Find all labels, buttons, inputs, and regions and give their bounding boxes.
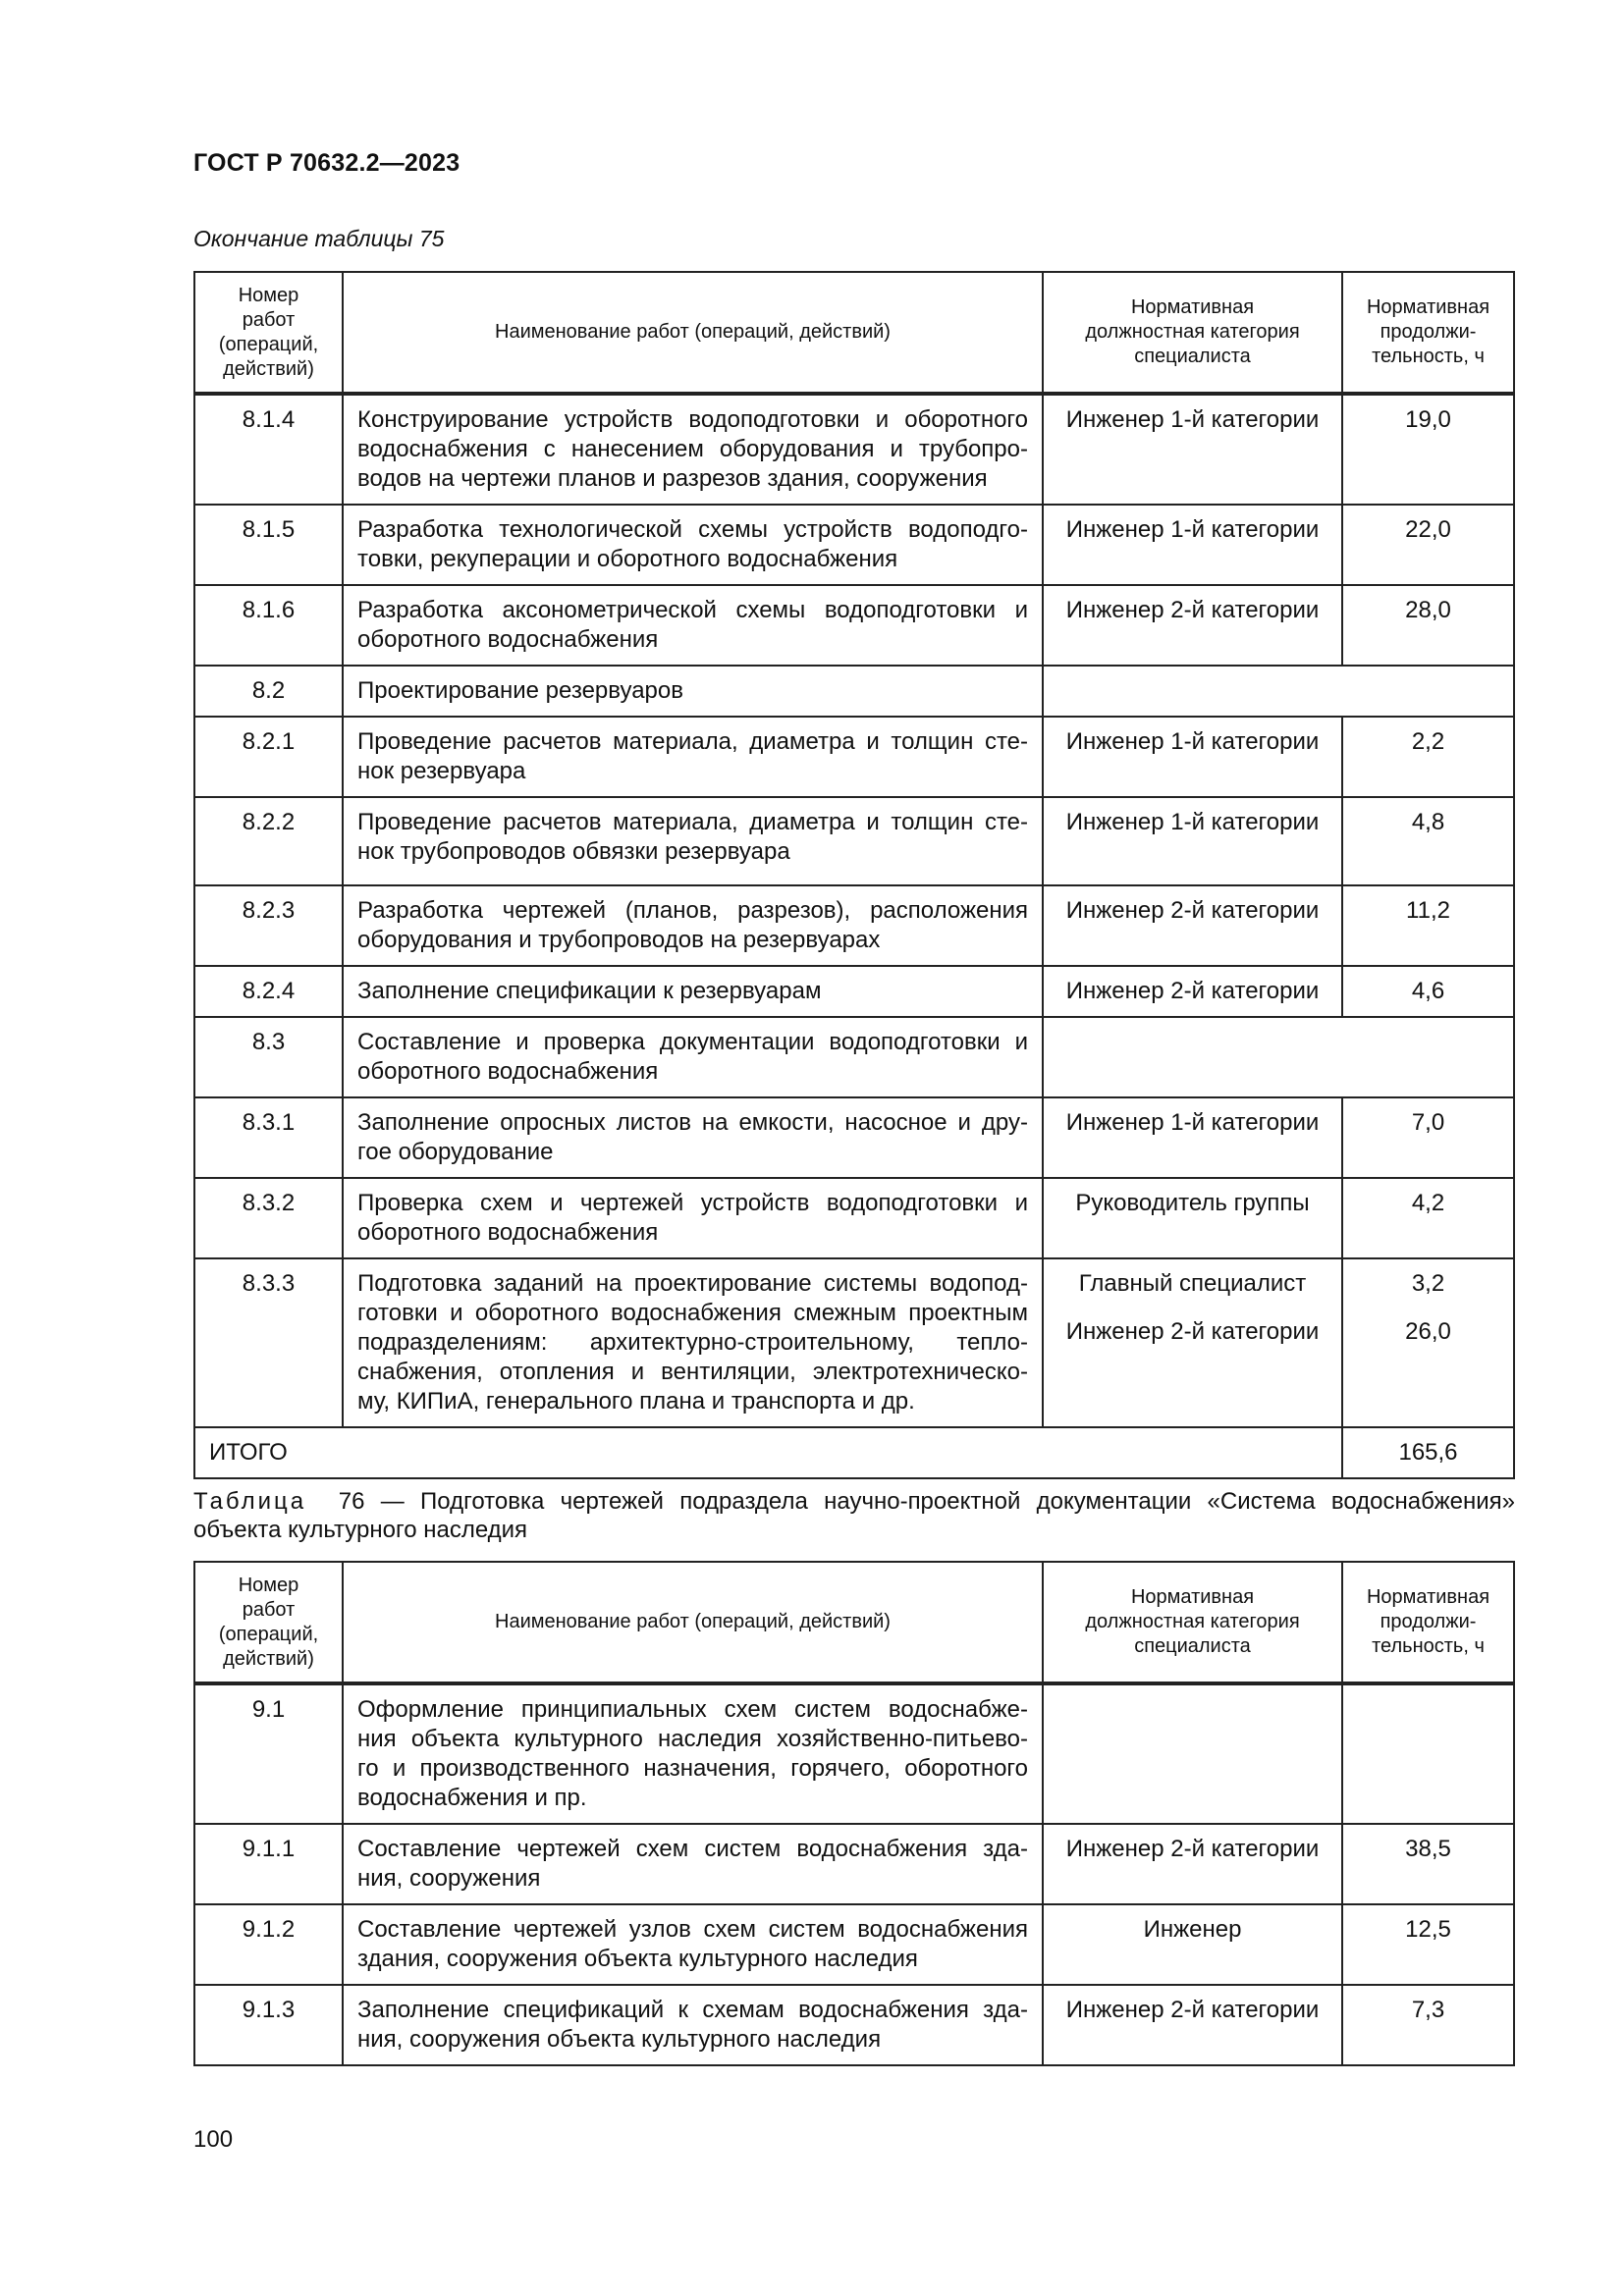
row-number: 8.1.4 <box>194 394 343 505</box>
row-number: 8.2 <box>194 666 343 717</box>
table-row <box>194 1097 1514 1178</box>
row-name: Конструирование устройств водоподготовки и оборотного водоснабжения с нанесением оборудования и трубопро- водов на чертежи планов и разрезов здания, сооружения <box>343 394 1043 505</box>
col-header-number: Номер работ (операций, действий) <box>194 1562 343 1683</box>
row-name: Заполнение опросных листов на емкости, насосное и дру- гое оборудование <box>343 1097 1043 1178</box>
row-duration: 2,2 <box>1342 717 1514 797</box>
col-header-category: Нормативная должностная категория специалиста <box>1043 272 1342 394</box>
row-number: 8.2.3 <box>194 885 343 966</box>
table-row <box>194 1904 1514 1985</box>
row-duration: 4,2 <box>1342 1178 1514 1258</box>
row-name: Составление чертежей узлов схем систем водоснабжения здания, сооружения объекта культурного наследия <box>343 1904 1043 1985</box>
table-76-caption <box>193 1487 1515 1544</box>
col-header-duration: Нормативная продолжи- тельность, ч <box>1342 272 1514 394</box>
table-75-continuation-caption: Окончание таблицы 75 <box>193 226 445 251</box>
total-label: ИТОГО <box>194 1427 1342 1478</box>
table-row <box>194 1178 1514 1258</box>
row-category: Инженер 1-й категории <box>1043 394 1342 505</box>
row-name: Проектирование резервуаров <box>343 666 1043 717</box>
row-number: 8.1.5 <box>194 505 343 585</box>
row-duration: 22,0 <box>1342 505 1514 585</box>
row-duration: 7,3 <box>1342 1985 1514 2065</box>
row-category: Руководитель группы <box>1043 1178 1342 1258</box>
row-number: 9.1 <box>194 1683 343 1824</box>
table-row-section <box>194 1683 1514 1824</box>
row-category: Инженер <box>1043 1904 1342 1985</box>
row-number: 8.3 <box>194 1017 343 1097</box>
table-row <box>194 394 1514 505</box>
total-value: 165,6 <box>1342 1427 1514 1478</box>
table-row <box>194 885 1514 966</box>
row-duration: 4,8 <box>1342 797 1514 885</box>
row-category: Инженер 2-й категории <box>1043 885 1342 966</box>
row-category: Инженер 1-й категории <box>1043 717 1342 797</box>
col-header-duration: Нормативная продолжи- тельность, ч <box>1342 1562 1514 1683</box>
row-name: Составление чертежей схем систем водоснабжения зда- ния, сооружения <box>343 1824 1043 1904</box>
row-duration: 3,2 26,0 <box>1342 1258 1514 1427</box>
row-name: Подготовка заданий на проектирование системы водопод- готовки и оборотного водоснабжения смежным проектным подразделениям: архитектурно-строительному, тепло- снабжения, отопления и вентиляции, электротехническо- му, КИПиА, генерального плана и транспорта и др. <box>343 1258 1043 1427</box>
table-row <box>194 717 1514 797</box>
row-category: Инженер 2-й категории <box>1043 966 1342 1017</box>
table-row <box>194 585 1514 666</box>
row-empty-category <box>1043 1683 1342 1824</box>
row-empty <box>1043 666 1514 717</box>
row-name: Оформление принципиальных схем систем водоснабже- ния объекта культурного наследия хозяйственно-питьево- го и производственного назначения, горячего, оборотного водоснабжения и пр. <box>343 1683 1043 1824</box>
table-row <box>194 797 1514 885</box>
row-category: Инженер 2-й категории <box>1043 1824 1342 1904</box>
row-duration: 4,6 <box>1342 966 1514 1017</box>
row-number: 8.3.2 <box>194 1178 343 1258</box>
row-number: 8.2.4 <box>194 966 343 1017</box>
col-header-name: Наименование работ (операций, действий) <box>343 1562 1043 1683</box>
row-number: 8.1.6 <box>194 585 343 666</box>
row-number: 8.3.3 <box>194 1258 343 1427</box>
table-row <box>194 1258 1514 1427</box>
row-name: Разработка чертежей (планов, разрезов), расположения оборудования и трубопроводов на резервуарах <box>343 885 1043 966</box>
table-76 <box>193 1561 1515 2066</box>
row-category: Инженер 2-й категории <box>1043 1985 1342 2065</box>
row-name: Составление и проверка документации водоподготовки и оборотного водоснабжения <box>343 1017 1043 1097</box>
row-number: 9.1.3 <box>194 1985 343 2065</box>
row-duration: 19,0 <box>1342 394 1514 505</box>
col-header-category: Нормативная должностная категория специалиста <box>1043 1562 1342 1683</box>
row-duration: 38,5 <box>1342 1824 1514 1904</box>
table-76-caption-line2: объекта культурного наследия <box>193 1517 528 1543</box>
row-number: 8.2.1 <box>194 717 343 797</box>
row-category: Главный специалист Инженер 2-й категории <box>1043 1258 1342 1427</box>
table-row-section <box>194 1017 1514 1097</box>
row-name: Проверка схем и чертежей устройств водоподготовки и оборотного водоснабжения <box>343 1178 1043 1258</box>
row-name: Разработка аксонометрической схемы водоподготовки и оборотного водоснабжения <box>343 585 1043 666</box>
row-number: 8.2.2 <box>194 797 343 885</box>
row-category: Инженер 1-й категории <box>1043 797 1342 885</box>
row-empty <box>1043 1017 1514 1097</box>
table-row-section <box>194 666 1514 717</box>
table-76-caption-prefix: Таблица <box>193 1488 307 1515</box>
table-row <box>194 1824 1514 1904</box>
row-category: Инженер 1-й категории <box>1043 1097 1342 1178</box>
col-header-name: Наименование работ (операций, действий) <box>343 272 1043 394</box>
table-row <box>194 1985 1514 2065</box>
row-name: Заполнение спецификации к резервуарам <box>343 966 1043 1017</box>
row-duration: 11,2 <box>1342 885 1514 966</box>
table-75 <box>193 271 1515 1479</box>
table-row <box>194 505 1514 585</box>
document-id: ГОСТ Р 70632.2—2023 <box>193 149 460 177</box>
row-name: Разработка технологической схемы устройств водоподго- товки, рекуперации и оборотного водоснабжения <box>343 505 1043 585</box>
row-name: Заполнение спецификаций к схемам водоснабжения зда- ния, сооружения объекта культурного наследия <box>343 1985 1043 2065</box>
row-number: 9.1.1 <box>194 1824 343 1904</box>
row-empty-duration <box>1342 1683 1514 1824</box>
row-number: 8.3.1 <box>194 1097 343 1178</box>
row-duration: 12,5 <box>1342 1904 1514 1985</box>
row-name: Проведение расчетов материала, диаметра и толщин сте- нок резервуара <box>343 717 1043 797</box>
row-duration: 7,0 <box>1342 1097 1514 1178</box>
table-total-row <box>194 1427 1514 1478</box>
table-76-caption-title: 76 — Подготовка чертежей подраздела научно-проектной документации «Система водоснабжения» <box>338 1488 1515 1515</box>
row-category: Инженер 1-й категории <box>1043 505 1342 585</box>
col-header-number: Номер работ (операций, действий) <box>194 272 343 394</box>
table-row <box>194 966 1514 1017</box>
row-number: 9.1.2 <box>194 1904 343 1985</box>
row-duration: 28,0 <box>1342 585 1514 666</box>
row-name: Проведение расчетов материала, диаметра и толщин сте- нок трубопроводов обвязки резервуара <box>343 797 1043 885</box>
row-category: Инженер 2-й категории <box>1043 585 1342 666</box>
page-number: 100 <box>193 2126 234 2153</box>
